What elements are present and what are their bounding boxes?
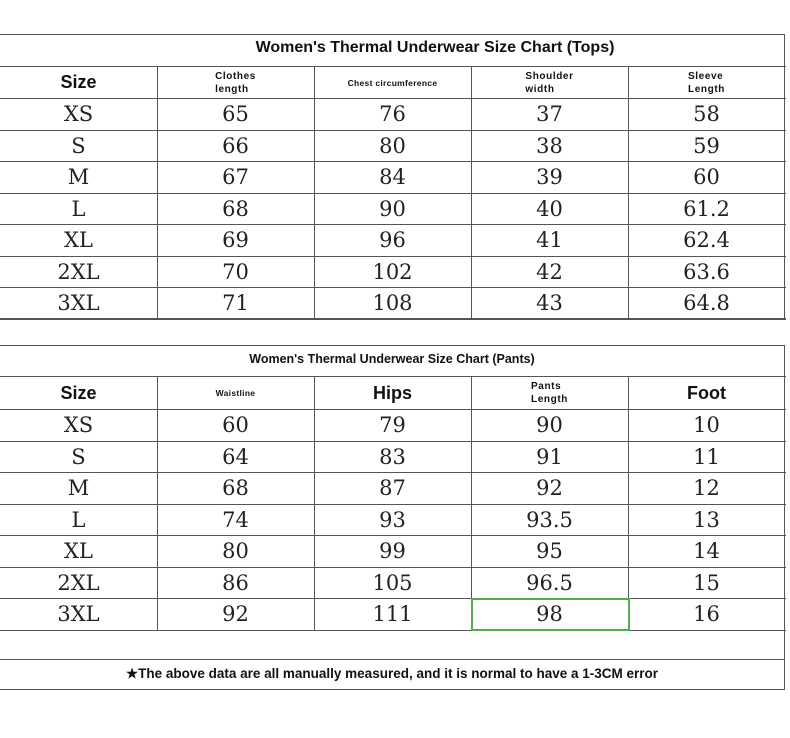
pants-header-cell: Pants Length bbox=[531, 381, 568, 405]
pants-cell[interactable]: 91 bbox=[536, 444, 563, 469]
pants-cell[interactable]: 10 bbox=[693, 413, 720, 438]
pants-cell[interactable]: M bbox=[67, 476, 90, 501]
tops-header-cell: Sleeve Length bbox=[688, 70, 725, 95]
tops-cell[interactable]: 40 bbox=[536, 196, 563, 221]
pants-cell[interactable]: 11 bbox=[693, 444, 720, 469]
tops-header-cell: Size bbox=[60, 72, 97, 92]
tops-cell[interactable]: 62.4 bbox=[683, 228, 730, 253]
pants-cell[interactable]: 83 bbox=[379, 444, 406, 469]
pants-cell[interactable]: 15 bbox=[693, 570, 720, 595]
tops-cell[interactable]: XS bbox=[63, 102, 94, 127]
tops-cell[interactable]: 66 bbox=[222, 133, 249, 158]
pants-header-cell: Waistline bbox=[215, 388, 256, 398]
pants-cell[interactable]: 79 bbox=[379, 413, 406, 438]
tops-cell[interactable]: L bbox=[71, 196, 86, 221]
pants-cell[interactable]: 80 bbox=[222, 539, 249, 564]
tops-cell[interactable]: 76 bbox=[379, 102, 406, 127]
pants-cell[interactable]: 111 bbox=[372, 602, 413, 627]
pants-cell[interactable]: 87 bbox=[379, 476, 406, 501]
tops-cell[interactable]: 59 bbox=[693, 133, 720, 158]
pants-cell[interactable]: 98 bbox=[536, 602, 563, 627]
pants-cell[interactable]: 14 bbox=[693, 539, 720, 564]
tops-cell[interactable]: 69 bbox=[222, 228, 249, 253]
pants-cell[interactable]: 105 bbox=[372, 570, 413, 595]
tops-cell[interactable]: 102 bbox=[372, 259, 413, 284]
tops-cell[interactable]: 63.6 bbox=[683, 259, 730, 284]
tops-cell[interactable]: 64.8 bbox=[683, 291, 730, 316]
pants-cell[interactable]: XS bbox=[63, 413, 94, 438]
tops-cell[interactable]: 71 bbox=[222, 291, 249, 316]
sheet-top-border bbox=[0, 34, 784, 35]
pants-cell[interactable]: 95 bbox=[536, 539, 563, 564]
tops-cell[interactable]: 70 bbox=[222, 259, 249, 284]
tops-cell[interactable]: 2XL bbox=[57, 259, 100, 284]
pants-cell[interactable]: 3XL bbox=[57, 602, 100, 627]
pants-header-cell: Hips bbox=[372, 382, 412, 403]
tops-cell[interactable]: 3XL bbox=[57, 291, 100, 316]
tops-cell[interactable]: 60 bbox=[693, 165, 720, 190]
pants-cell[interactable]: 64 bbox=[222, 444, 249, 469]
tops-cell[interactable]: 84 bbox=[379, 165, 406, 190]
pants-cell[interactable]: 92 bbox=[222, 602, 249, 627]
pants-header-cell: Foot bbox=[687, 382, 726, 403]
pants-cell[interactable]: 74 bbox=[222, 507, 249, 532]
footer-top-line bbox=[0, 659, 784, 660]
tops-cell[interactable]: 37 bbox=[536, 102, 563, 127]
pants-cell[interactable]: 68 bbox=[222, 476, 249, 501]
tops-bottom-spacer-line bbox=[0, 318, 786, 319]
tops-cell[interactable]: XL bbox=[64, 228, 93, 253]
pants-cell[interactable]: 13 bbox=[693, 507, 720, 532]
tops-cell[interactable]: 39 bbox=[536, 165, 563, 190]
pants-cell[interactable]: 12 bbox=[693, 476, 720, 501]
tops-header-cell: Shoulder width bbox=[525, 70, 574, 95]
tops-cell[interactable]: 108 bbox=[372, 291, 413, 316]
tops-cell[interactable]: 61.2 bbox=[683, 196, 730, 221]
tops-cell[interactable]: 90 bbox=[379, 196, 406, 221]
tops-cell[interactable]: M bbox=[67, 165, 90, 190]
pants-cell[interactable]: 93.5 bbox=[526, 507, 573, 532]
tops-header-cell: Chest circumference bbox=[347, 77, 438, 88]
pants-top-border bbox=[0, 345, 784, 346]
pants-row-line bbox=[0, 630, 786, 631]
footer-bottom-line bbox=[0, 689, 784, 690]
pants-cell[interactable]: 99 bbox=[379, 539, 406, 564]
pants-cell[interactable]: 92 bbox=[536, 476, 563, 501]
tops-cell[interactable]: 68 bbox=[222, 196, 249, 221]
tops-cell[interactable]: 42 bbox=[536, 259, 563, 284]
pants-table-title: Women's Thermal Underwear Size Chart (Pants) bbox=[249, 352, 535, 366]
pants-cell[interactable]: 86 bbox=[222, 570, 249, 595]
tops-cell[interactable]: 96 bbox=[379, 228, 406, 253]
pants-cell[interactable]: 90 bbox=[536, 413, 563, 438]
pants-cell[interactable]: 16 bbox=[693, 602, 720, 627]
pants-cell[interactable]: XL bbox=[64, 539, 93, 564]
pants-cell[interactable]: 93 bbox=[379, 507, 406, 532]
measurement-note: ★The above data are all manually measured, and it is normal to have a 1-3CM error bbox=[125, 666, 659, 681]
tops-cell[interactable]: 80 bbox=[379, 133, 406, 158]
tops-header-cell: Clothes length bbox=[215, 70, 256, 95]
tops-table-title: Women's Thermal Underwear Size Chart (Tops) bbox=[255, 39, 615, 56]
tops-cell[interactable]: 65 bbox=[222, 102, 249, 127]
pants-header-cell: Size bbox=[60, 382, 97, 403]
tops-cell[interactable]: 43 bbox=[536, 291, 563, 316]
tops-cell[interactable]: 58 bbox=[693, 102, 720, 127]
tops-cell[interactable]: 41 bbox=[536, 228, 563, 253]
pants-cell[interactable]: 2XL bbox=[57, 570, 100, 595]
pants-cell[interactable]: L bbox=[71, 507, 86, 532]
pants-cell[interactable]: S bbox=[71, 444, 86, 469]
pants-cell[interactable]: 60 bbox=[222, 413, 249, 438]
pants-cell[interactable]: 96.5 bbox=[526, 570, 573, 595]
tops-cell[interactable]: 67 bbox=[222, 165, 249, 190]
selected-cell-outline[interactable] bbox=[471, 598, 630, 631]
tops-cell[interactable]: S bbox=[71, 133, 86, 158]
tops-cell[interactable]: 38 bbox=[536, 133, 563, 158]
